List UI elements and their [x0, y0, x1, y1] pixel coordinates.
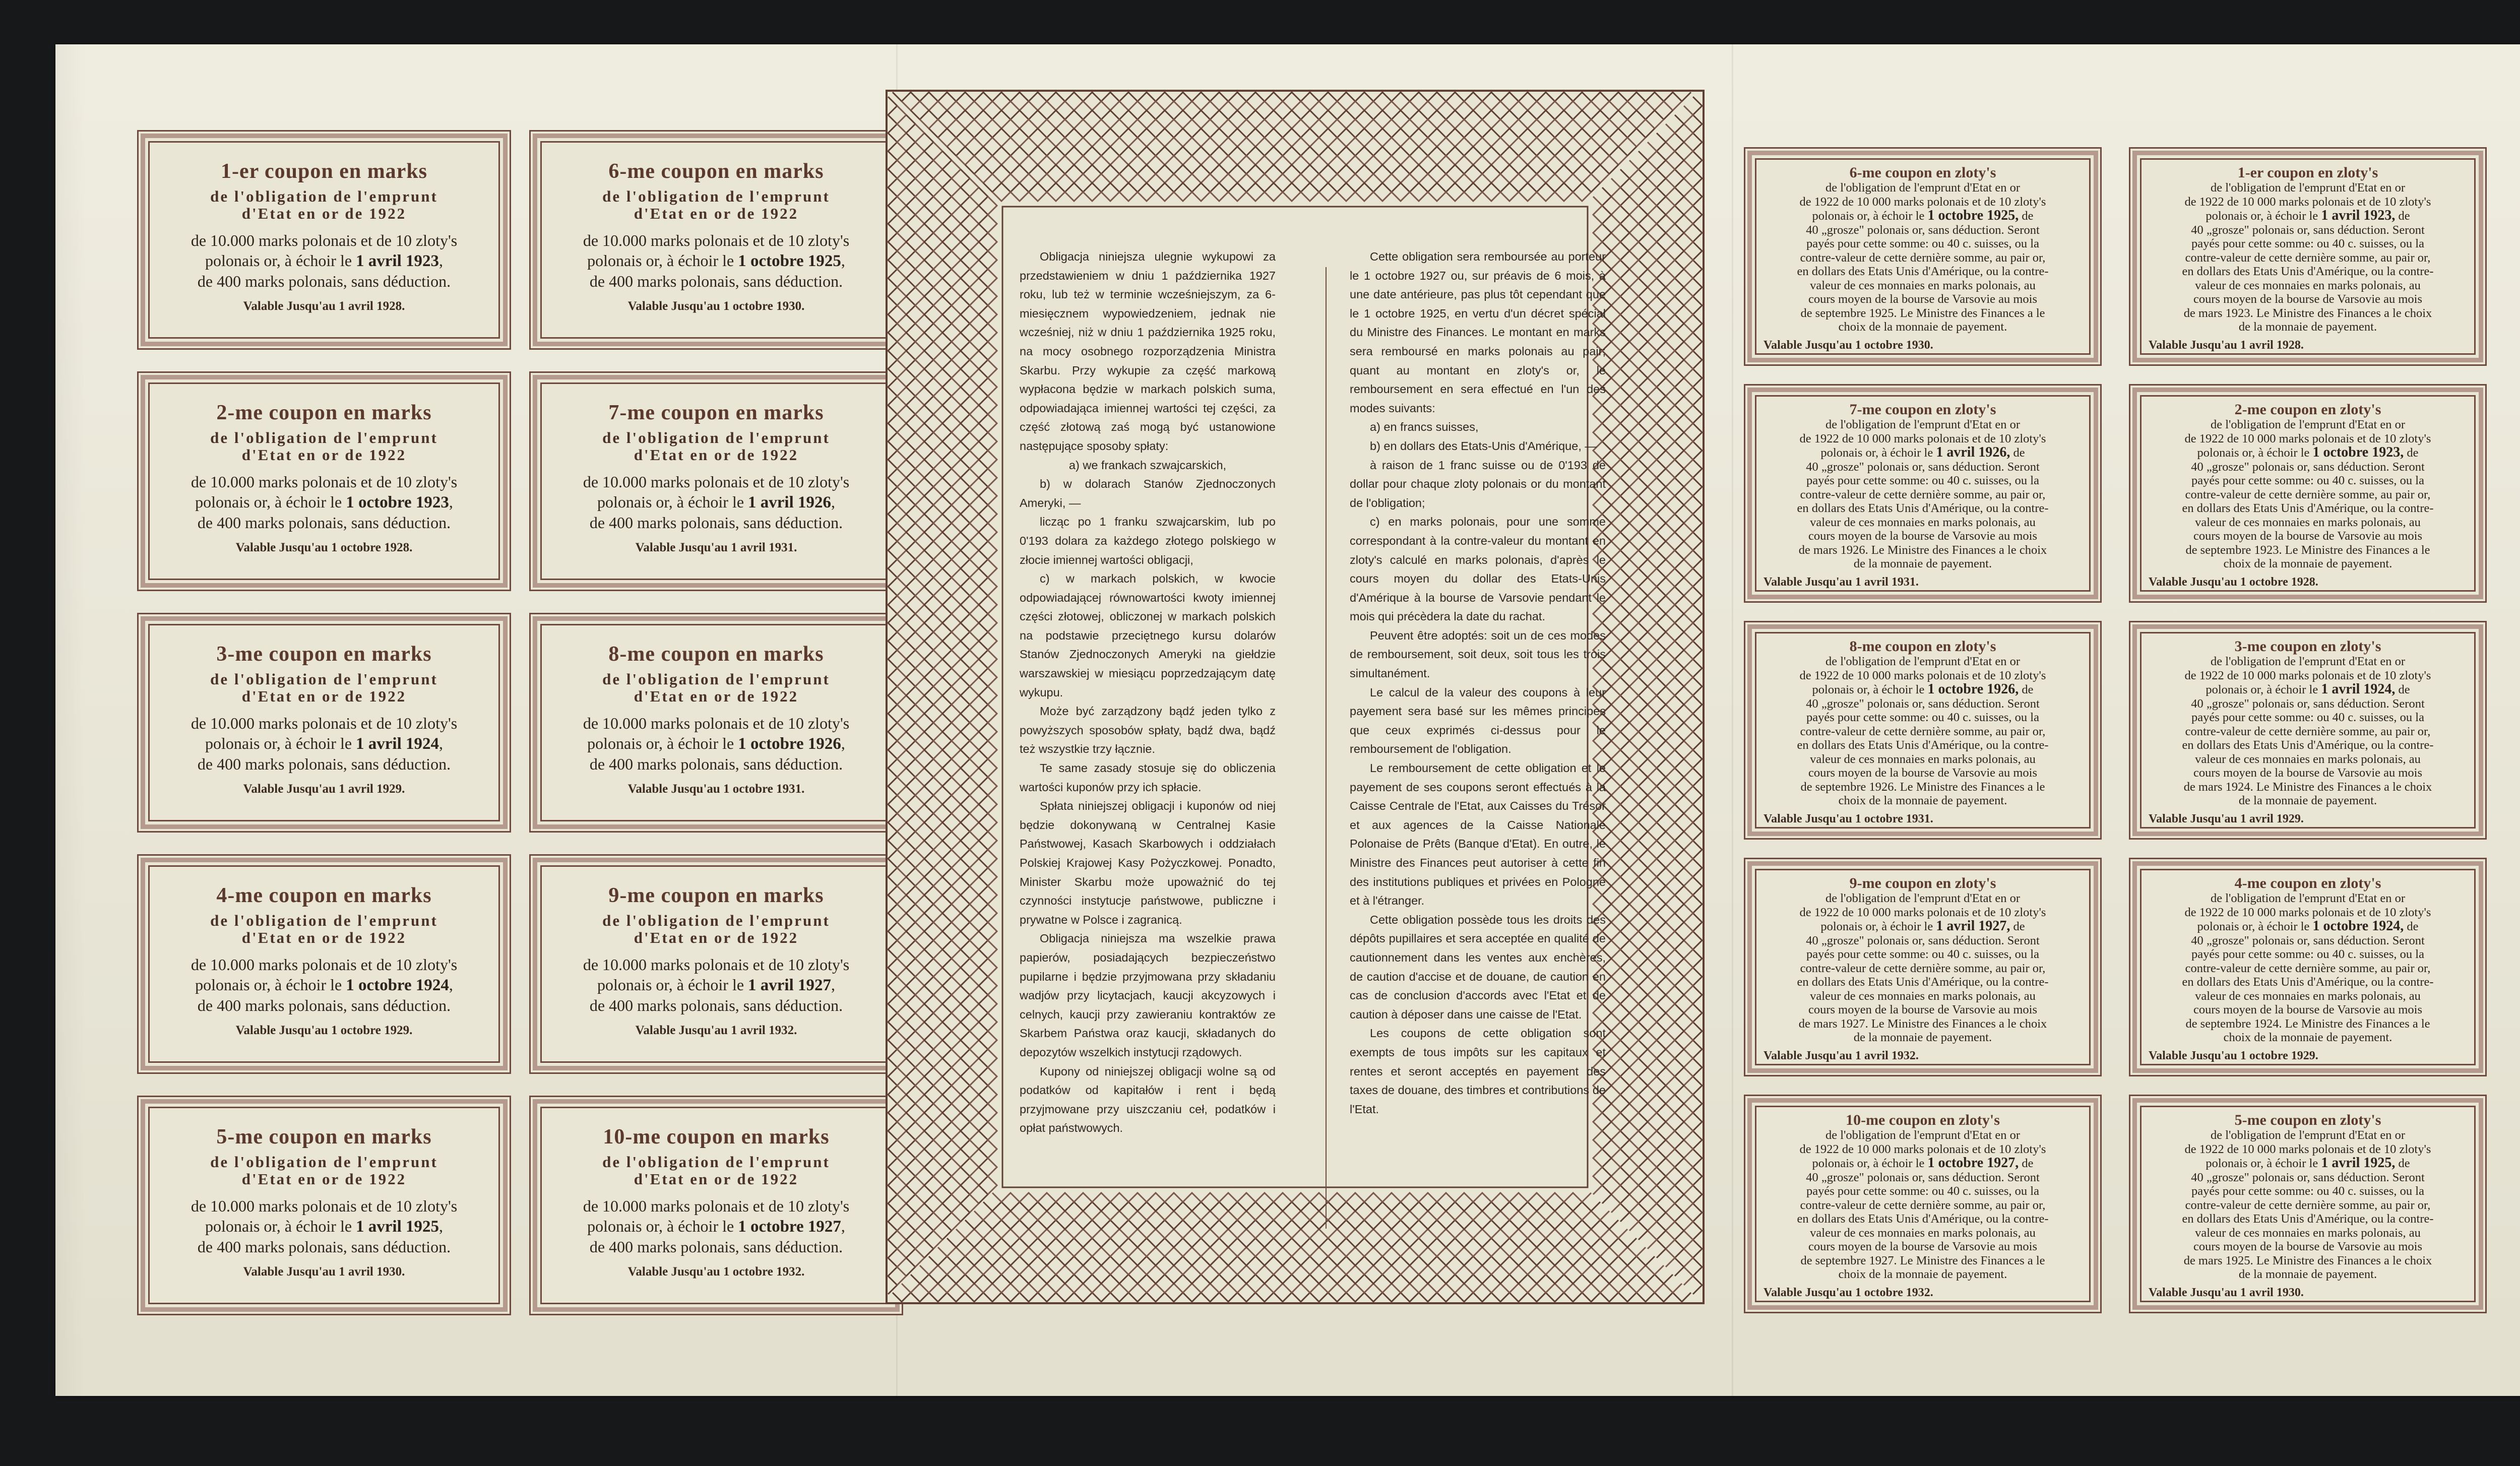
guilloche-line — [1629, 160, 1639, 1231]
coupon-subtitle: de l'obligation de l'emprunt — [210, 429, 438, 447]
guilloche-line — [983, 1202, 1600, 1211]
fold-line — [1732, 44, 1733, 1396]
coupon-body: de 10.000 marks polonais et de 10 zloty's polonais or, à échoir le 1 octobre 1926, de 400 marks polonais, sans déduction. — [583, 714, 850, 773]
terms-paragraph: Kupony od niniejszej obligacji wolne są od podatków od kapitałów i rent i będą przyjmowane przy uiszczaniu ceł, podatków i opłat państwowych. — [1020, 1064, 1276, 1135]
french-terms — [1350, 247, 1606, 1119]
coupon-subtitle: d'Etat en or de 1922 — [241, 687, 407, 705]
coupon-subtitle: de l'obligation de l'emprunt — [602, 670, 830, 688]
guilloche-line — [938, 1247, 1646, 1256]
guilloche-line — [970, 178, 979, 1213]
coupon-title: 4-me coupon en zloty's — [2234, 875, 2381, 891]
marks-coupon — [137, 130, 511, 350]
guilloche-line — [933, 142, 942, 1249]
guilloche-line — [979, 187, 988, 1203]
coupon-title: 2-me coupon en zloty's — [2234, 401, 2381, 418]
coupon-title: 9-me coupon en marks — [608, 884, 824, 907]
coupon-title: 8-me coupon en zloty's — [1849, 638, 1996, 655]
validity-note: Valable Jusqu'au 1 octobre 1930. — [1763, 339, 1933, 352]
validity-note: Valable Jusqu'au 1 octobre 1929. — [235, 1024, 413, 1037]
marks-coupon — [529, 371, 903, 591]
guilloche-line — [942, 151, 952, 1240]
terms-paragraph: a) we frankach szwajcarskich, — [1068, 458, 1227, 472]
guilloche-line — [988, 197, 997, 1194]
coupon-title: 1-er coupon en zloty's — [2237, 164, 2378, 181]
coupon-title: 10-me coupon en marks — [603, 1125, 830, 1149]
guilloche-line — [920, 119, 1664, 129]
validity-note: Valable Jusqu'au 1 avril 1930. — [243, 1265, 405, 1279]
validity-note: Valable Jusqu'au 1 octobre 1930. — [627, 299, 805, 313]
zloty-coupon — [1744, 858, 2102, 1076]
validity-note: Valable Jusqu'au 1 octobre 1932. — [1763, 1286, 1933, 1299]
terms-paragraph: Le calcul de la valeur des coupons à leur payement sera basé sur les mêmes principes que ceux exprimés ci-dessus pour le remboursement de l'obligation. — [1350, 685, 1606, 756]
validity-note: Valable Jusqu'au 1 avril 1929. — [2149, 812, 2304, 825]
marks-coupon — [137, 613, 511, 833]
zloty-coupon — [2129, 384, 2487, 603]
guilloche-line — [924, 133, 933, 1258]
marks-coupon — [529, 130, 903, 350]
guilloche-line — [1639, 151, 1648, 1240]
zloty-coupon — [2129, 147, 2487, 366]
coupon-subtitle: de l'obligation de l'emprunt — [210, 187, 438, 205]
coupon-body: de l'obligation de l'emprunt d'Etat en or de 1922 de 10 000 marks polonais et de 10 zloty's polonais or, à échoir le 1 octobre 1926, de 40 „grosze" polonais or, sans déduction. Seront payés pour cette somme: ou 40 c. suisses, ou la contre-valeur de cette dernière somme, au pair or, en dollars des Etats Unis d'Amérique, ou la contre- valeur de ces monnaies en marks polonais, au cours moyen de la bourse de Varsovie au mois de septembre 1926. Le Ministre des Finances a le choix de la monnaie de payement. — [1797, 655, 2049, 807]
marks-coupon — [529, 854, 903, 1074]
due-date: 1 avril 1925 — [356, 1218, 439, 1236]
coupon-body: de l'obligation de l'emprunt d'Etat en or de 1922 de 10 000 marks polonais et de 10 zloty's polonais or, à échoir le 1 avril 1926, de 40 „grosze" polonais or, sans déduction. Seront payés pour cette somme: ou 40 c. suisses, ou la contre-valeur de cette dernière somme, au pair or, en dollars des Etats Unis d'Amérique, ou la contre- valeur de ces monnaies en marks polonais, au cours moyen de la bourse de Varsovie au mois de mars 1926. Le Ministre des Finances a le choix de la monnaie de payement. — [1797, 418, 2049, 570]
validity-note: Valable Jusqu'au 1 avril 1931. — [635, 541, 797, 554]
marks-coupon — [529, 613, 903, 833]
due-date: 1 octobre 1923, — [2312, 444, 2404, 460]
marks-coupon — [529, 1096, 903, 1315]
zloty-coupon — [1744, 1095, 2102, 1313]
validity-note: Valable Jusqu'au 1 avril 1928. — [2149, 339, 2304, 352]
coupon-title: 6-me coupon en zloty's — [1849, 164, 1996, 181]
guilloche-line — [1657, 133, 1666, 1258]
coupon-subtitle: d'Etat en or de 1922 — [241, 1170, 407, 1188]
guilloche-line — [1666, 124, 1675, 1267]
guilloche-line — [956, 156, 1627, 165]
coupon-title: 3-me coupon en zloty's — [2234, 638, 2381, 655]
coupon-title: 8-me coupon en marks — [608, 643, 824, 666]
guilloche-line — [911, 1274, 1673, 1284]
guilloche-line — [902, 101, 1682, 110]
guilloche-line — [906, 115, 915, 1276]
coupon-body: de l'obligation de l'emprunt d'Etat en or de 1922 de 10 000 marks polonais et de 10 zloty's polonais or, à échoir le 1 octobre 1927, de 40 „grosze" polonais or, sans déduction. Seront payés pour cette somme: ou 40 c. suisses, ou la contre-valeur de cette dernière somme, au pair or, en dollars des Etats Unis d'Amérique, ou la contre- valeur de ces monnaies en marks polonais, au cours moyen de la bourse de Varsovie au mois de septembre 1927. Le Ministre des Finances a le choix de la monnaie de payement. — [1797, 1128, 2049, 1281]
terms-paragraph: Te same zasady stosuje się do obliczenia wartości kuponów przy ich spłacie. — [1020, 761, 1276, 794]
coupon-body: de 10.000 marks polonais et de 10 zloty's polonais or, à échoir le 1 avril 1926, de 400 marks polonais, sans déduction. — [583, 473, 850, 532]
due-date: 1 avril 1926, — [1936, 444, 2010, 460]
coupon-body: de 10.000 marks polonais et de 10 zloty's polonais or, à échoir le 1 octobre 1924, de 400 marks polonais, sans déduction. — [191, 955, 458, 1014]
coupon-title: 4-me coupon en marks — [216, 884, 432, 907]
due-date: 1 avril 1927, — [1936, 918, 2010, 934]
guilloche-line — [902, 1284, 1682, 1293]
guilloche-line — [929, 129, 1655, 138]
coupon-subtitle: de l'obligation de l'emprunt — [210, 670, 438, 688]
guilloche-line — [947, 1238, 1636, 1247]
validity-note: Valable Jusqu'au 1 avril 1929. — [243, 782, 405, 796]
coupon-body: de 10.000 marks polonais et de 10 zloty's polonais or, à échoir le 1 avril 1923, de 400 marks polonais, sans déduction. — [191, 231, 458, 290]
zloty-coupon — [2129, 621, 2487, 840]
guilloche-line — [893, 92, 1691, 101]
guilloche-line — [952, 160, 961, 1231]
guilloche-line — [1693, 97, 1702, 1294]
coupon-title: 7-me coupon en marks — [608, 401, 824, 424]
zloty-coupon — [2129, 858, 2487, 1076]
coupon-subtitle: d'Etat en or de 1922 — [634, 929, 799, 946]
coupon-body: de l'obligation de l'emprunt d'Etat en or de 1922 de 10 000 marks polonais et de 10 zloty's polonais or, à échoir le 1 octobre 1925, de 40 „grosze" polonais or, sans déduction. Seront payés pour cette somme: ou 40 c. suisses, ou la contre-valeur de cette dernière somme, au pair or, en dollars des Etats Unis d'Amérique, ou la contre- valeur de ces monnaies en marks polonais, au cours moyen de la bourse de Varsovie au mois de septembre 1925. Le Ministre des Finances a le choix de la monnaie de payement. — [1797, 181, 2049, 334]
guilloche-line — [974, 1211, 1609, 1220]
coupon-body: de 10.000 marks polonais et de 10 zloty's polonais or, à échoir le 1 avril 1927, de 400 marks polonais, sans déduction. — [583, 955, 850, 1014]
terms-panel — [886, 90, 1705, 1304]
coupon-body: de l'obligation de l'emprunt d'Etat en or de 1922 de 10 000 marks polonais et de 10 zloty's polonais or, à échoir le 1 octobre 1923, de 40 „grosze" polonais or, sans déduction. Seront payés pour cette somme: ou 40 c. suisses, ou la contre-valeur de cette dernière somme, au pair or, en dollars des Etats Unis d'Amérique, ou la contre- valeur de ces monnaies en marks polonais, au cours moyen de la bourse de Varsovie au mois de septembre 1923. Le Ministre des Finances a le choix de la monnaie de payement. — [2182, 418, 2434, 570]
due-date: 1 avril 1927 — [748, 976, 832, 994]
coupon-body: de l'obligation de l'emprunt d'Etat en or de 1922 de 10 000 marks polonais et de 10 zloty's polonais or, à échoir le 1 avril 1927, de 40 „grosze" polonais or, sans déduction. Seront payés pour cette somme: ou 40 c. suisses, ou la contre-valeur de cette dernière somme, au pair or, en dollars des Etats Unis d'Amérique, ou la contre- valeur de ces monnaies en marks polonais, au cours moyen de la bourse de Varsovie au mois de mars 1927. Le Ministre des Finances a le choix de la monnaie de payement. — [1797, 891, 2049, 1044]
coupon-body: de 10.000 marks polonais et de 10 zloty's polonais or, à échoir le 1 octobre 1927, de 400 marks polonais, sans déduction. — [583, 1197, 850, 1256]
coupon-body: de l'obligation de l'emprunt d'Etat en or de 1922 de 10 000 marks polonais et de 10 zloty's polonais or, à échoir le 1 avril 1923, de 40 „grosze" polonais or, sans déduction. Seront payés pour cette somme: ou 40 c. suisses, ou la contre-valeur de cette dernière somme, au pair or, en dollars des Etats Unis d'Amérique, ou la contre- valeur de ces monnaies en marks polonais, au cours moyen de la bourse de Varsovie au mois de mars 1923. Le Ministre des Finances a le choix de la monnaie de payement. — [2182, 181, 2434, 334]
terms-paragraph: c) en marks polonais, pour une somme correspondant à la contre-valeur du montant en zloty's calculé en marks polonais, d'après le cours moyen du dollar des Etats-Unis d'Amérique à la bourse de Varsovie pendant le mois qui précèdera la date du rachat. — [1350, 515, 1606, 623]
terms-paragraph: b) en dollars des Etats-Unis d'Amérique, — — [1370, 439, 1597, 453]
guilloche-line — [1684, 106, 1693, 1285]
guilloche-line — [965, 165, 1618, 174]
coupon-subtitle: d'Etat en or de 1922 — [241, 929, 407, 946]
validity-note: Valable Jusqu'au 1 octobre 1931. — [1763, 812, 1933, 825]
coupon-body: de 10.000 marks polonais et de 10 zloty's polonais or, à échoir le 1 octobre 1925, de 400 marks polonais, sans déduction. — [583, 231, 850, 290]
due-date: 1 avril 1923, — [2321, 208, 2396, 223]
coupon-body: de l'obligation de l'emprunt d'Etat en or de 1922 de 10 000 marks polonais et de 10 zloty's polonais or, à échoir le 1 octobre 1924, de 40 „grosze" polonais or, sans déduction. Seront payés pour cette somme: ou 40 c. suisses, ou la contre-valeur de cette dernière somme, au pair or, en dollars des Etats Unis d'Amérique, ou la contre- valeur de ces monnaies en marks polonais, au cours moyen de la bourse de Varsovie au mois de septembre 1924. Le Ministre des Finances a le choix de la monnaie de payement. — [2182, 891, 2434, 1044]
guilloche-line — [911, 110, 1673, 119]
coupon-title: 5-me coupon en marks — [216, 1125, 432, 1149]
guilloche-line — [1611, 178, 1620, 1213]
zloty-coupon — [1744, 147, 2102, 366]
terms-paragraph: licząc po 1 franku szwajcarskim, lub po 0'193 dolara za każdego złotego polskiego w złocie imiennej wartości obligacji, — [1020, 515, 1276, 566]
terms-paragraph: à raison de 1 franc suisse ou de 0'193 de dollar pour chaque zloty polonais or du montant de l'obligation; — [1350, 458, 1606, 509]
coupon-body: de 10.000 marks polonais et de 10 zloty's polonais or, à échoir le 1 avril 1925, de 400 marks polonais, sans déduction. — [191, 1197, 458, 1256]
validity-note: Valable Jusqu'au 1 octobre 1928. — [235, 541, 413, 554]
due-date: 1 octobre 1925 — [738, 252, 841, 270]
guilloche-line — [992, 1193, 1591, 1202]
terms-paragraph: Le remboursement de cette obligation et le payement de ses coupons seront effectués à la Caisse Centrale de l'Etat, aux Caisses du Trésor et aux agences de la Caisse Nationale Polonaise de Prêts (Banque d'Etat). En outre, le Ministre des Finances peut autoriser à cette fin des institutions publiques et privées en Pologne et à l'étranger. — [1350, 761, 1606, 908]
guilloche-line — [929, 1256, 1655, 1265]
validity-note: Valable Jusqu'au 1 octobre 1929. — [2149, 1049, 2318, 1062]
due-date: 1 octobre 1925, — [1927, 208, 2019, 223]
coupon-subtitle: de l'obligation de l'emprunt — [602, 1153, 830, 1171]
coupon-title: 2-me coupon en marks — [216, 401, 432, 424]
validity-note: Valable Jusqu'au 1 octobre 1932. — [627, 1265, 805, 1279]
due-date: 1 avril 1923 — [356, 252, 439, 270]
coupon-subtitle: d'Etat en or de 1922 — [241, 446, 407, 464]
guilloche-line — [1620, 169, 1629, 1222]
due-date: 1 avril 1924 — [356, 735, 439, 753]
due-date: 1 avril 1926 — [748, 493, 832, 512]
marks-coupon — [137, 371, 511, 591]
guilloche-line — [974, 174, 1609, 183]
terms-paragraph: Obligacja niniejsza ma wszelkie prawa papierów, posiadających bezpieczeństwo pupilarne i będzie przyjmowana przy składaniu wadjów przy licytacjach, kaucji akcyzowych i celnych, kaucji przy zawieraniu kontraktów ze Skarbem Państwa oraz kaucji, składanych do depozytów wszelkich instytucji rządowych. — [1020, 932, 1276, 1059]
terms-paragraph: b) w dolarach Stanów Zjednoczonych Ameryki, — — [1020, 477, 1276, 509]
zloty-coupon — [1744, 384, 2102, 603]
coupon-subtitle: de l'obligation de l'emprunt — [602, 429, 830, 447]
guilloche-line — [1675, 115, 1684, 1276]
validity-note: Valable Jusqu'au 1 avril 1928. — [243, 299, 405, 313]
coupon-body: de l'obligation de l'emprunt d'Etat en or de 1922 de 10 000 marks polonais et de 10 zloty's polonais or, à échoir le 1 avril 1924, de 40 „grosze" polonais or, sans déduction. Seront payés pour cette somme: ou 40 c. suisses, ou la contre-valeur de cette dernière somme, au pair or, en dollars des Etats Unis d'Amérique, ou la contre- valeur de ces monnaies en marks polonais, au cours moyen de la bourse de Varsovie au mois de mars 1924. Le Ministre des Finances a le choix de la monnaie de payement. — [2182, 655, 2434, 807]
coupon-body: de 10.000 marks polonais et de 10 zloty's polonais or, à échoir le 1 octobre 1923, de 400 marks polonais, sans déduction. — [191, 473, 458, 532]
terms-paragraph: Les coupons de cette obligation sont exempts de tous impôts sur les capitaux et rentes et seront acceptés en payement des taxes de douane, des timbres et contributions de l'Etat. — [1350, 1027, 1606, 1116]
due-date: 1 octobre 1924, — [2312, 918, 2404, 934]
terms-paragraph: Może być zarządzony bądź jeden tylko z powyższych sposobów spłaty, bądź dwa, bądź też wszystkie trzy łącznie. — [1020, 705, 1276, 756]
due-date: 1 octobre 1924 — [346, 976, 449, 994]
coupon-body: de l'obligation de l'emprunt d'Etat en or de 1922 de 10 000 marks polonais et de 10 zloty's polonais or, à échoir le 1 avril 1925, de 40 „grosze" polonais or, sans déduction. Seront payés pour cette somme: ou 40 c. suisses, ou la contre-valeur de cette dernière somme, au pair or, en dollars des Etats Unis d'Amérique, ou la contre- valeur de ces monnaies en marks polonais, au cours moyen de la bourse de Varsovie au mois de mars 1925. Le Ministre des Finances a le choix de la monnaie de payement. — [2182, 1128, 2434, 1281]
guilloche-line — [961, 169, 970, 1222]
coupon-subtitle: d'Etat en or de 1922 — [634, 446, 799, 464]
validity-note: Valable Jusqu'au 1 octobre 1931. — [627, 782, 805, 796]
due-date: 1 octobre 1926 — [738, 735, 841, 753]
column-divider — [1326, 267, 1327, 1229]
validity-note: Valable Jusqu'au 1 avril 1932. — [635, 1024, 797, 1037]
coupon-subtitle: d'Etat en or de 1922 — [634, 687, 799, 705]
zloty-coupon — [1744, 621, 2102, 840]
coupon-title: 7-me coupon en zloty's — [1849, 401, 1996, 418]
guilloche-line — [956, 1229, 1627, 1238]
terms-paragraph: c) w markach polskich, w kwocie odpowiadającej równowartości kwoty imiennej części złotowej, obliczonej w markach polskich na podstawie przeciętnego kursu dolarów Stanów Zjednoczonych Ameryki na giełdzie warszawskiej w miesiącu poprzedzającym datę wykupu. — [1020, 572, 1276, 699]
terms-paragraph: Cette obligation possède tous les droits des dépôts pupillaires et sera acceptée en qualité de cautionnement dans les ventes aux enchères, de caution d'accise et de douane, de caution en cas de conclusion d'accords avec l'Etat et de caution à déposer dans une caisse de l'Etat. — [1350, 913, 1606, 1021]
coupon-subtitle: d'Etat en or de 1922 — [241, 205, 407, 222]
due-date: 1 octobre 1923 — [346, 493, 449, 512]
terms-paragraph: Cette obligation sera remboursée au porteur le 1 octobre 1927 ou, sur préavis de 6 mois, à une date antérieure, pas plus tôt cependant que le 1 octobre 1925, en vertu d'un décret spécial du Ministre des Finances. Le montant en marks sera remboursé en marks polonais au pair; quant au montant en zloty's or, le remboursement en sera effectué en l'un des modes suivants: — [1350, 250, 1606, 415]
validity-note: Valable Jusqu'au 1 avril 1930. — [2149, 1286, 2304, 1299]
coupon-body: de 10.000 marks polonais et de 10 zloty's polonais or, à échoir le 1 avril 1924, de 400 marks polonais, sans déduction. — [191, 714, 458, 773]
due-date: 1 octobre 1927, — [1927, 1155, 2019, 1171]
due-date: 1 octobre 1927 — [738, 1218, 841, 1236]
coupon-subtitle: de l'obligation de l'emprunt — [602, 187, 830, 205]
guilloche-line — [938, 138, 1646, 147]
coupon-subtitle: d'Etat en or de 1922 — [634, 205, 799, 222]
terms-paragraph: a) en francs suisses, — [1370, 420, 1479, 434]
coupon-title: 3-me coupon en marks — [216, 643, 432, 666]
due-date: 1 octobre 1926, — [1927, 681, 2019, 697]
coupon-title: 10-me coupon en zloty's — [1846, 1112, 2000, 1128]
polish-terms — [1020, 247, 1276, 1138]
terms-paragraph: Obligacja niniejsza ulegnie wykupowi za przedstawieniem w dniu 1 października 1927 roku, lub też w terminie wcześniejszym, za 6-miesięcznem wypowiedzeniem, jednak nie wcześniej, niż w dniu 1 października 1925 roku, na mocy osobnego rozporządzenia Ministra Skarbu. Przy wykupie za część markową wypłacona będzie w markach polskich suma, odpowiadająca imiennej wartości tej części, za część złotową zaś mogą być ustanowione następujące sposoby spłaty: — [1020, 250, 1276, 453]
coupon-title: 9-me coupon en zloty's — [1849, 875, 1996, 891]
guilloche-line — [897, 106, 906, 1285]
guilloche-line — [983, 183, 1600, 192]
coupon-title: 5-me coupon en zloty's — [2234, 1112, 2381, 1128]
due-date: 1 avril 1925, — [2321, 1155, 2396, 1171]
zloty-coupon — [2129, 1095, 2487, 1313]
guilloche-line — [888, 97, 897, 1294]
guilloche-line — [920, 1265, 1664, 1274]
guilloche-line — [965, 1220, 1618, 1229]
due-date: 1 avril 1924, — [2321, 681, 2396, 697]
validity-note: Valable Jusqu'au 1 avril 1932. — [1763, 1049, 1919, 1062]
guilloche-line — [1648, 142, 1657, 1249]
guilloche-line — [947, 147, 1636, 156]
guilloche-line — [893, 1293, 1691, 1302]
coupon-subtitle: de l'obligation de l'emprunt — [210, 912, 438, 929]
marks-coupon — [137, 1096, 511, 1315]
coupon-subtitle: de l'obligation de l'emprunt — [602, 912, 830, 929]
validity-note: Valable Jusqu'au 1 octobre 1928. — [2149, 576, 2318, 589]
terms-paragraph: Peuvent être adoptés: soit un de ces modes de remboursement, soit deux, soit tous les trois simultanément. — [1350, 628, 1606, 680]
coupon-title: 1-er coupon en marks — [220, 160, 428, 183]
guilloche-line — [915, 124, 924, 1267]
terms-paragraph: Spłata niniejszej obligacji i kuponów od niej będzie dokonywaną w Centralnej Kasie Państwowej, Kasach Skarbowych i oddziałach Polskiej Krajowej Kasy Pożyczkowej. Ponadto, Minister Skarbu może upoważnić do tej czynności instytucje państwowe, publiczne i prywatne w Polsce i zagranicą. — [1020, 799, 1276, 926]
validity-note: Valable Jusqu'au 1 avril 1931. — [1763, 576, 1919, 589]
guilloche-line — [992, 192, 1591, 201]
marks-coupon — [137, 854, 511, 1074]
coupon-title: 6-me coupon en marks — [608, 160, 824, 183]
coupon-subtitle: d'Etat en or de 1922 — [634, 1170, 799, 1188]
coupon-subtitle: de l'obligation de l'emprunt — [210, 1153, 438, 1171]
